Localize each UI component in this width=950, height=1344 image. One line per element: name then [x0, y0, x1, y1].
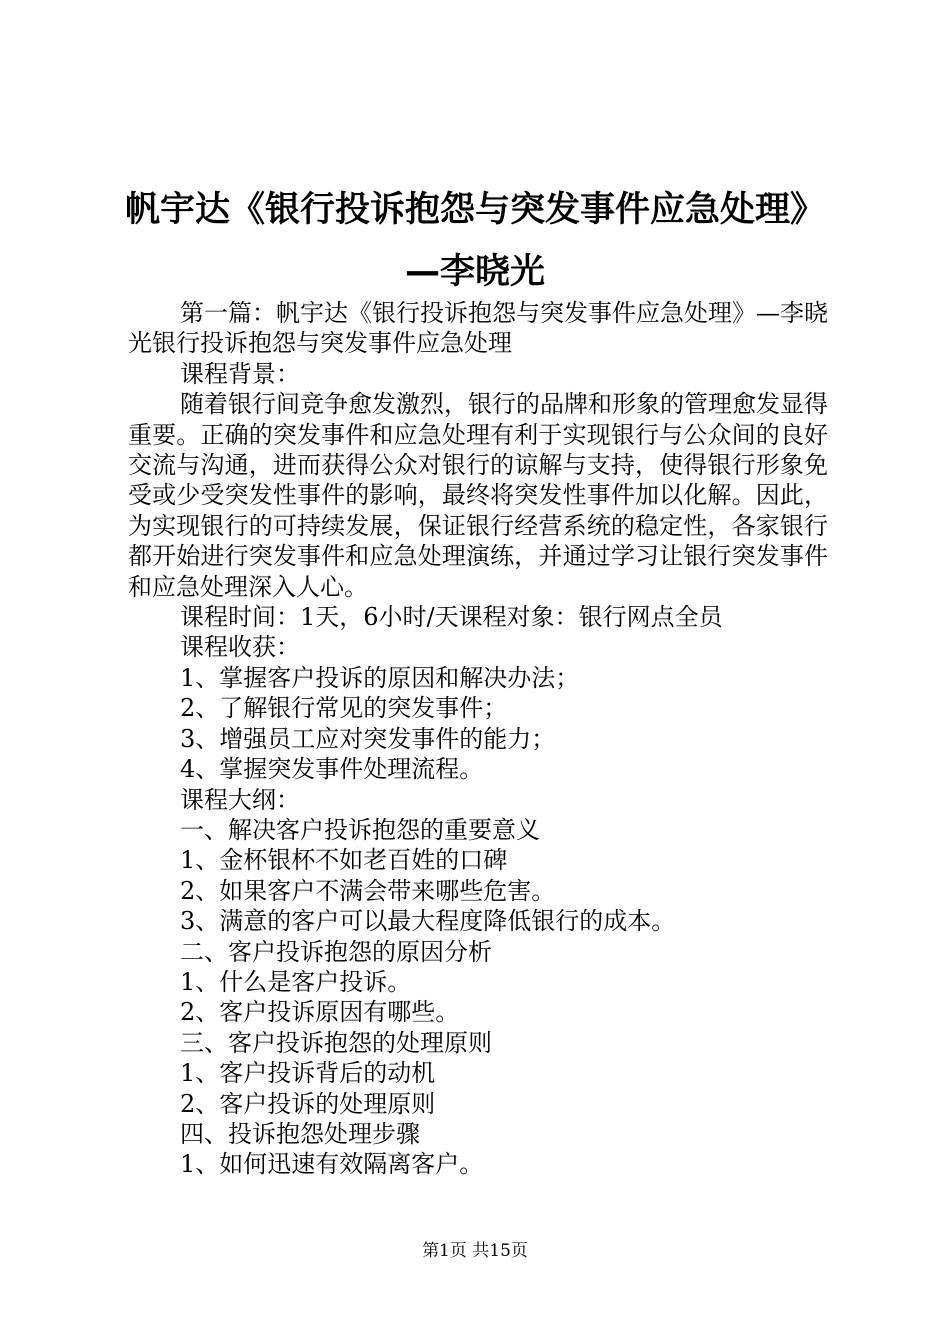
outline-item: 3、满意的客户可以最大程度降低银行的成本。: [180, 907, 676, 936]
document-title-author: —李晓光: [404, 252, 545, 292]
gain-item: 2、了解银行常见的突发事件；: [180, 694, 508, 723]
outline-heading: 二、客户投诉抱怨的原因分析: [180, 937, 492, 966]
outline-item: 2、客户投诉原因有哪些。: [180, 998, 460, 1027]
course-time-line: 课程时间：1天，6小时/天课程对象：银行网点全员: [180, 603, 723, 632]
outline-item: 1、什么是客户投诉。: [180, 967, 412, 996]
outline-item: 1、客户投诉背后的动机: [180, 1059, 436, 1088]
background-paragraph: 随着银行间竞争愈发激烈，银行的品牌和形象的管理愈发显得重要。正确的突发事件和应急处理有利于实现银行与公众间的良好交流与沟通，进而获得公众对银行的谅解与支持，使得银行形象免受或少受突发性事件的影响，最终将突发性事件加以化解。因此，为实现银行的可持续发展，保证银行经营系统的稳定性，各家银行都开始进行突发事件和应急处理演练，并通过学习让银行突发事件和应急处理深入人心。: [128, 390, 828, 601]
document-body: [128, 298, 828, 1180]
gain-item: 1、掌握客户投诉的原因和解决办法；: [180, 663, 580, 692]
outline-heading: 三、客户投诉抱怨的处理原则: [180, 1028, 492, 1057]
section-heading-gains: 课程收获：: [180, 633, 300, 662]
intro-paragraph: 第一篇：帆宇达《银行投诉抱怨与突发事件应急处理》—李晓光银行投诉抱怨与突发事件应急处理: [128, 299, 828, 358]
gain-item: 4、掌握突发事件处理流程。: [180, 755, 484, 784]
outline-item: 2、如果客户不满会带来哪些危害。: [180, 876, 556, 905]
outline-item: 2、客户投诉的处理原则: [180, 1089, 436, 1118]
outline-heading: 一、解决客户投诉抱怨的重要意义: [180, 815, 540, 844]
outline-heading: 四、投诉抱怨处理步骤: [180, 1119, 420, 1148]
outline-item: 1、金杯银杯不如老百姓的口碑: [180, 846, 508, 875]
section-heading-background: 课程背景：: [180, 359, 300, 388]
document-title: 帆宇达《银行投诉抱怨与突发事件应急处理》: [124, 190, 825, 230]
page-number-footer: 第1页 共15页: [422, 1241, 528, 1261]
section-heading-outline: 课程大纲：: [180, 785, 300, 814]
outline-item: 1、如何迅速有效隔离客户。: [180, 1150, 484, 1179]
gain-item: 3、增强员工应对突发事件的能力；: [180, 724, 556, 753]
